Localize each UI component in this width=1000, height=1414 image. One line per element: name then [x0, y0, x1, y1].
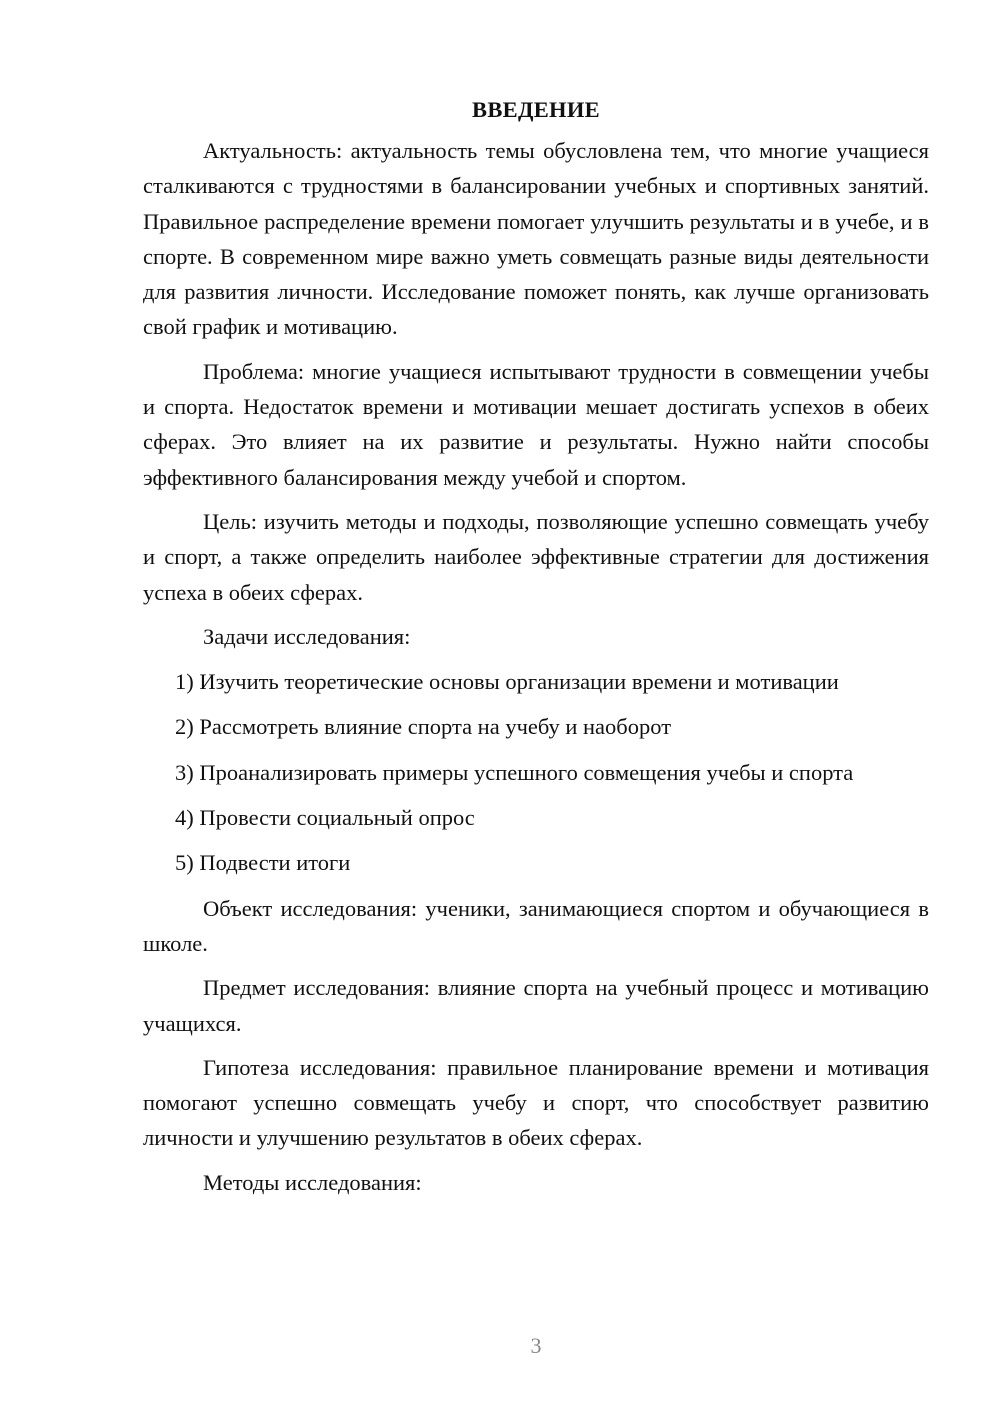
- object-paragraph: Объект исследования: ученики, занимающиеся спортом и обучающиеся в школе.: [143, 895, 929, 956]
- relevance-paragraph: Актуальность: актуальность темы обусловлена тем, что многие учащиеся сталкиваются с трудностями в балансировании учебных и спортивных занятий. Правильное распределение времени помогает улучшить результаты и в учебе, и в спорте. В современном мире важно уметь совмещать разные виды деятельности для развития личности. Исследование поможет понять, как лучше организовать свой график и мотивацию.: [143, 138, 929, 340]
- list-item: 2) Рассмотреть влияние спорта на учебу и наоборот: [175, 714, 672, 740]
- tasks-list: [143, 664, 929, 880]
- subject-paragraph: Предмет исследования: влияние спорта на учебный процесс и мотивацию учащихся.: [143, 975, 929, 1036]
- page-content: [143, 92, 929, 1210]
- list-item: 1) Изучить теоретические основы организации времени и мотивации: [175, 669, 839, 695]
- tasks-heading: Задачи исследования:: [203, 623, 411, 649]
- list-item: 5) Подвести итоги: [175, 850, 351, 876]
- goal-paragraph: Цель: изучить методы и подходы, позволяющие успешно совмещать учебу и спорт, а также определить наиболее эффективные стратегии для достижения успеха в обеих сферах.: [143, 508, 929, 605]
- methods-heading: Методы исследования:: [203, 1169, 422, 1195]
- hypothesis-paragraph: Гипотеза исследования: правильное планирование времени и мотивация помогают успешно совмещать учебу и спорт, что способствует развитию личности и улучшению результатов в обеих сферах.: [143, 1054, 929, 1151]
- page-title: ВВЕДЕНИЕ: [472, 97, 600, 122]
- problem-paragraph: Проблема: многие учащиеся испытывают трудности в совмещении учебы и спорта. Недостаток времени и мотивации мешает достигать успехов в обеих сферах. Это влияет на их развитие и результаты. Нужно найти способы эффективного балансирования между учебой и спортом.: [143, 358, 929, 490]
- page-number: 3: [530, 1333, 542, 1358]
- list-item: 3) Проанализировать примеры успешного совмещения учебы и спорта: [175, 759, 854, 785]
- list-item: 4) Провести социальный опрос: [175, 805, 475, 831]
